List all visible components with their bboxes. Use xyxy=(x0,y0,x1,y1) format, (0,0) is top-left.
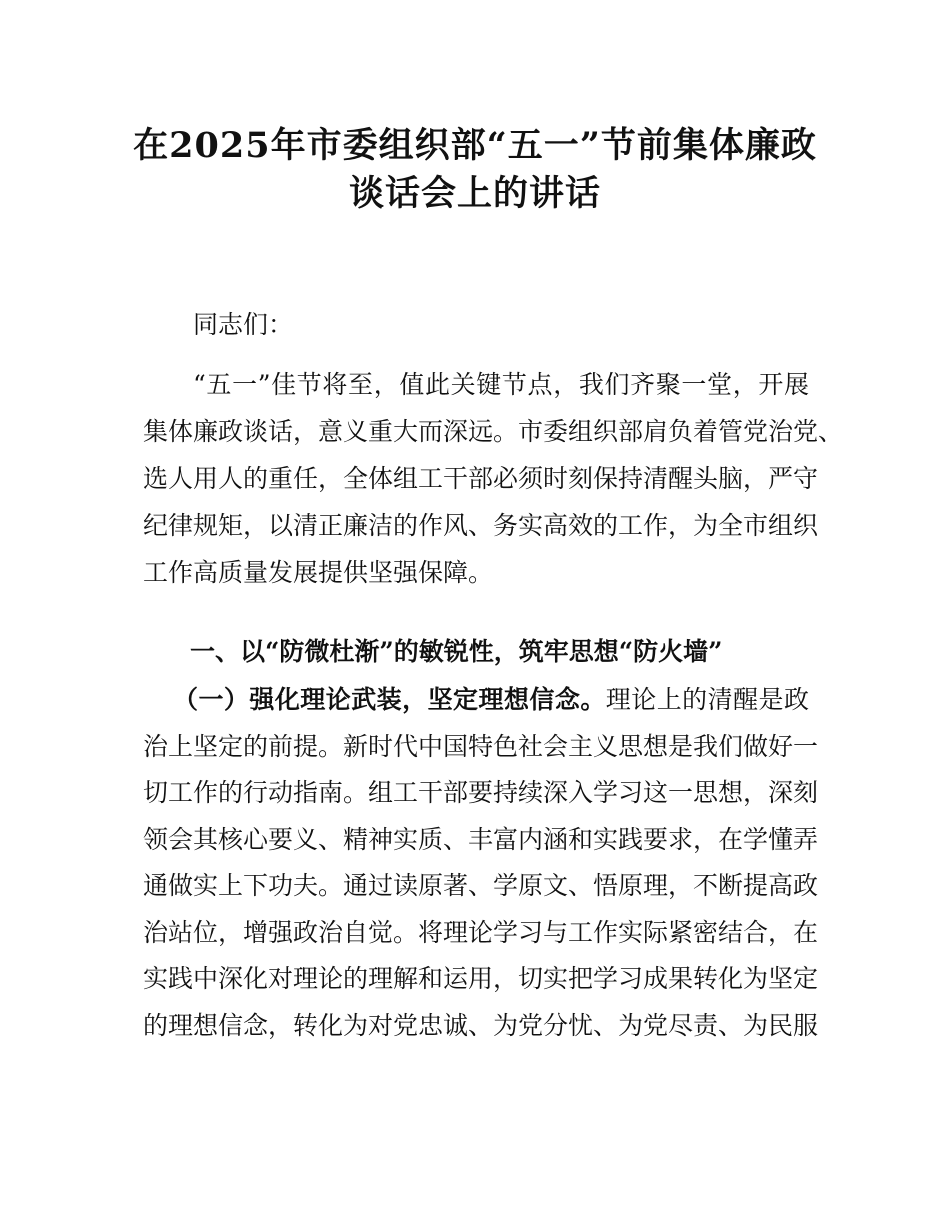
title-line-2: 谈话会上的讲话 xyxy=(348,173,601,214)
paragraph-line: 集体廉政谈话，意义重大而深远。市委组织部肩负着管党治党、 xyxy=(143,417,844,446)
paragraph-line: 的理想信念，转化为对党忠诚、为党分忧、为党尽责、为民服 xyxy=(143,1011,819,1040)
salutation: 同志们： xyxy=(193,310,294,339)
title-line-1: 在2025年市委组织部“五一”节前集体廉政 xyxy=(133,125,817,166)
section-heading: 一、以“防微杜渐”的敏锐性，筑牢思想“防火墙” xyxy=(190,637,723,666)
paragraph-line: “五一”佳节将至，值此关键节点，我们齐聚一堂，开展 xyxy=(193,370,809,399)
paragraph-text: 理论上的清醒是政 xyxy=(605,685,809,714)
paragraph-line: 通做实上下功夫。通过读原著、学原文、悟原理，不断提高政 xyxy=(143,871,819,900)
paragraph-line: 领会其核心要义、精神实质、丰富内涵和实践要求，在学懂弄 xyxy=(143,825,819,854)
paragraph-line: 纪律规矩，以清正廉洁的作风、务实高效的工作，为全市组织 xyxy=(143,511,819,540)
paragraph-line: 治站位，增强政治自觉。将理论学习与工作实际紧密结合，在 xyxy=(143,918,819,947)
paragraph-first-line xyxy=(173,683,809,717)
subsection-lead: （一）强化理论武装，坚定理想信念。 xyxy=(173,685,606,714)
paragraph-line: 切工作的行动指南。组工干部要持续深入学习这一思想，深刻 xyxy=(143,778,819,807)
paragraph-line: 实践中深化对理论的理解和运用，切实把学习成果转化为坚定 xyxy=(143,964,819,993)
paragraph-line: 工作高质量发展提供坚强保障。 xyxy=(143,558,494,587)
paragraph-line: 选人用人的重任，全体组工干部必须时刻保持清醒头脑，严守 xyxy=(143,464,819,493)
paragraph-line: 治上坚定的前提。新时代中国特色社会主义思想是我们做好一 xyxy=(143,732,819,761)
